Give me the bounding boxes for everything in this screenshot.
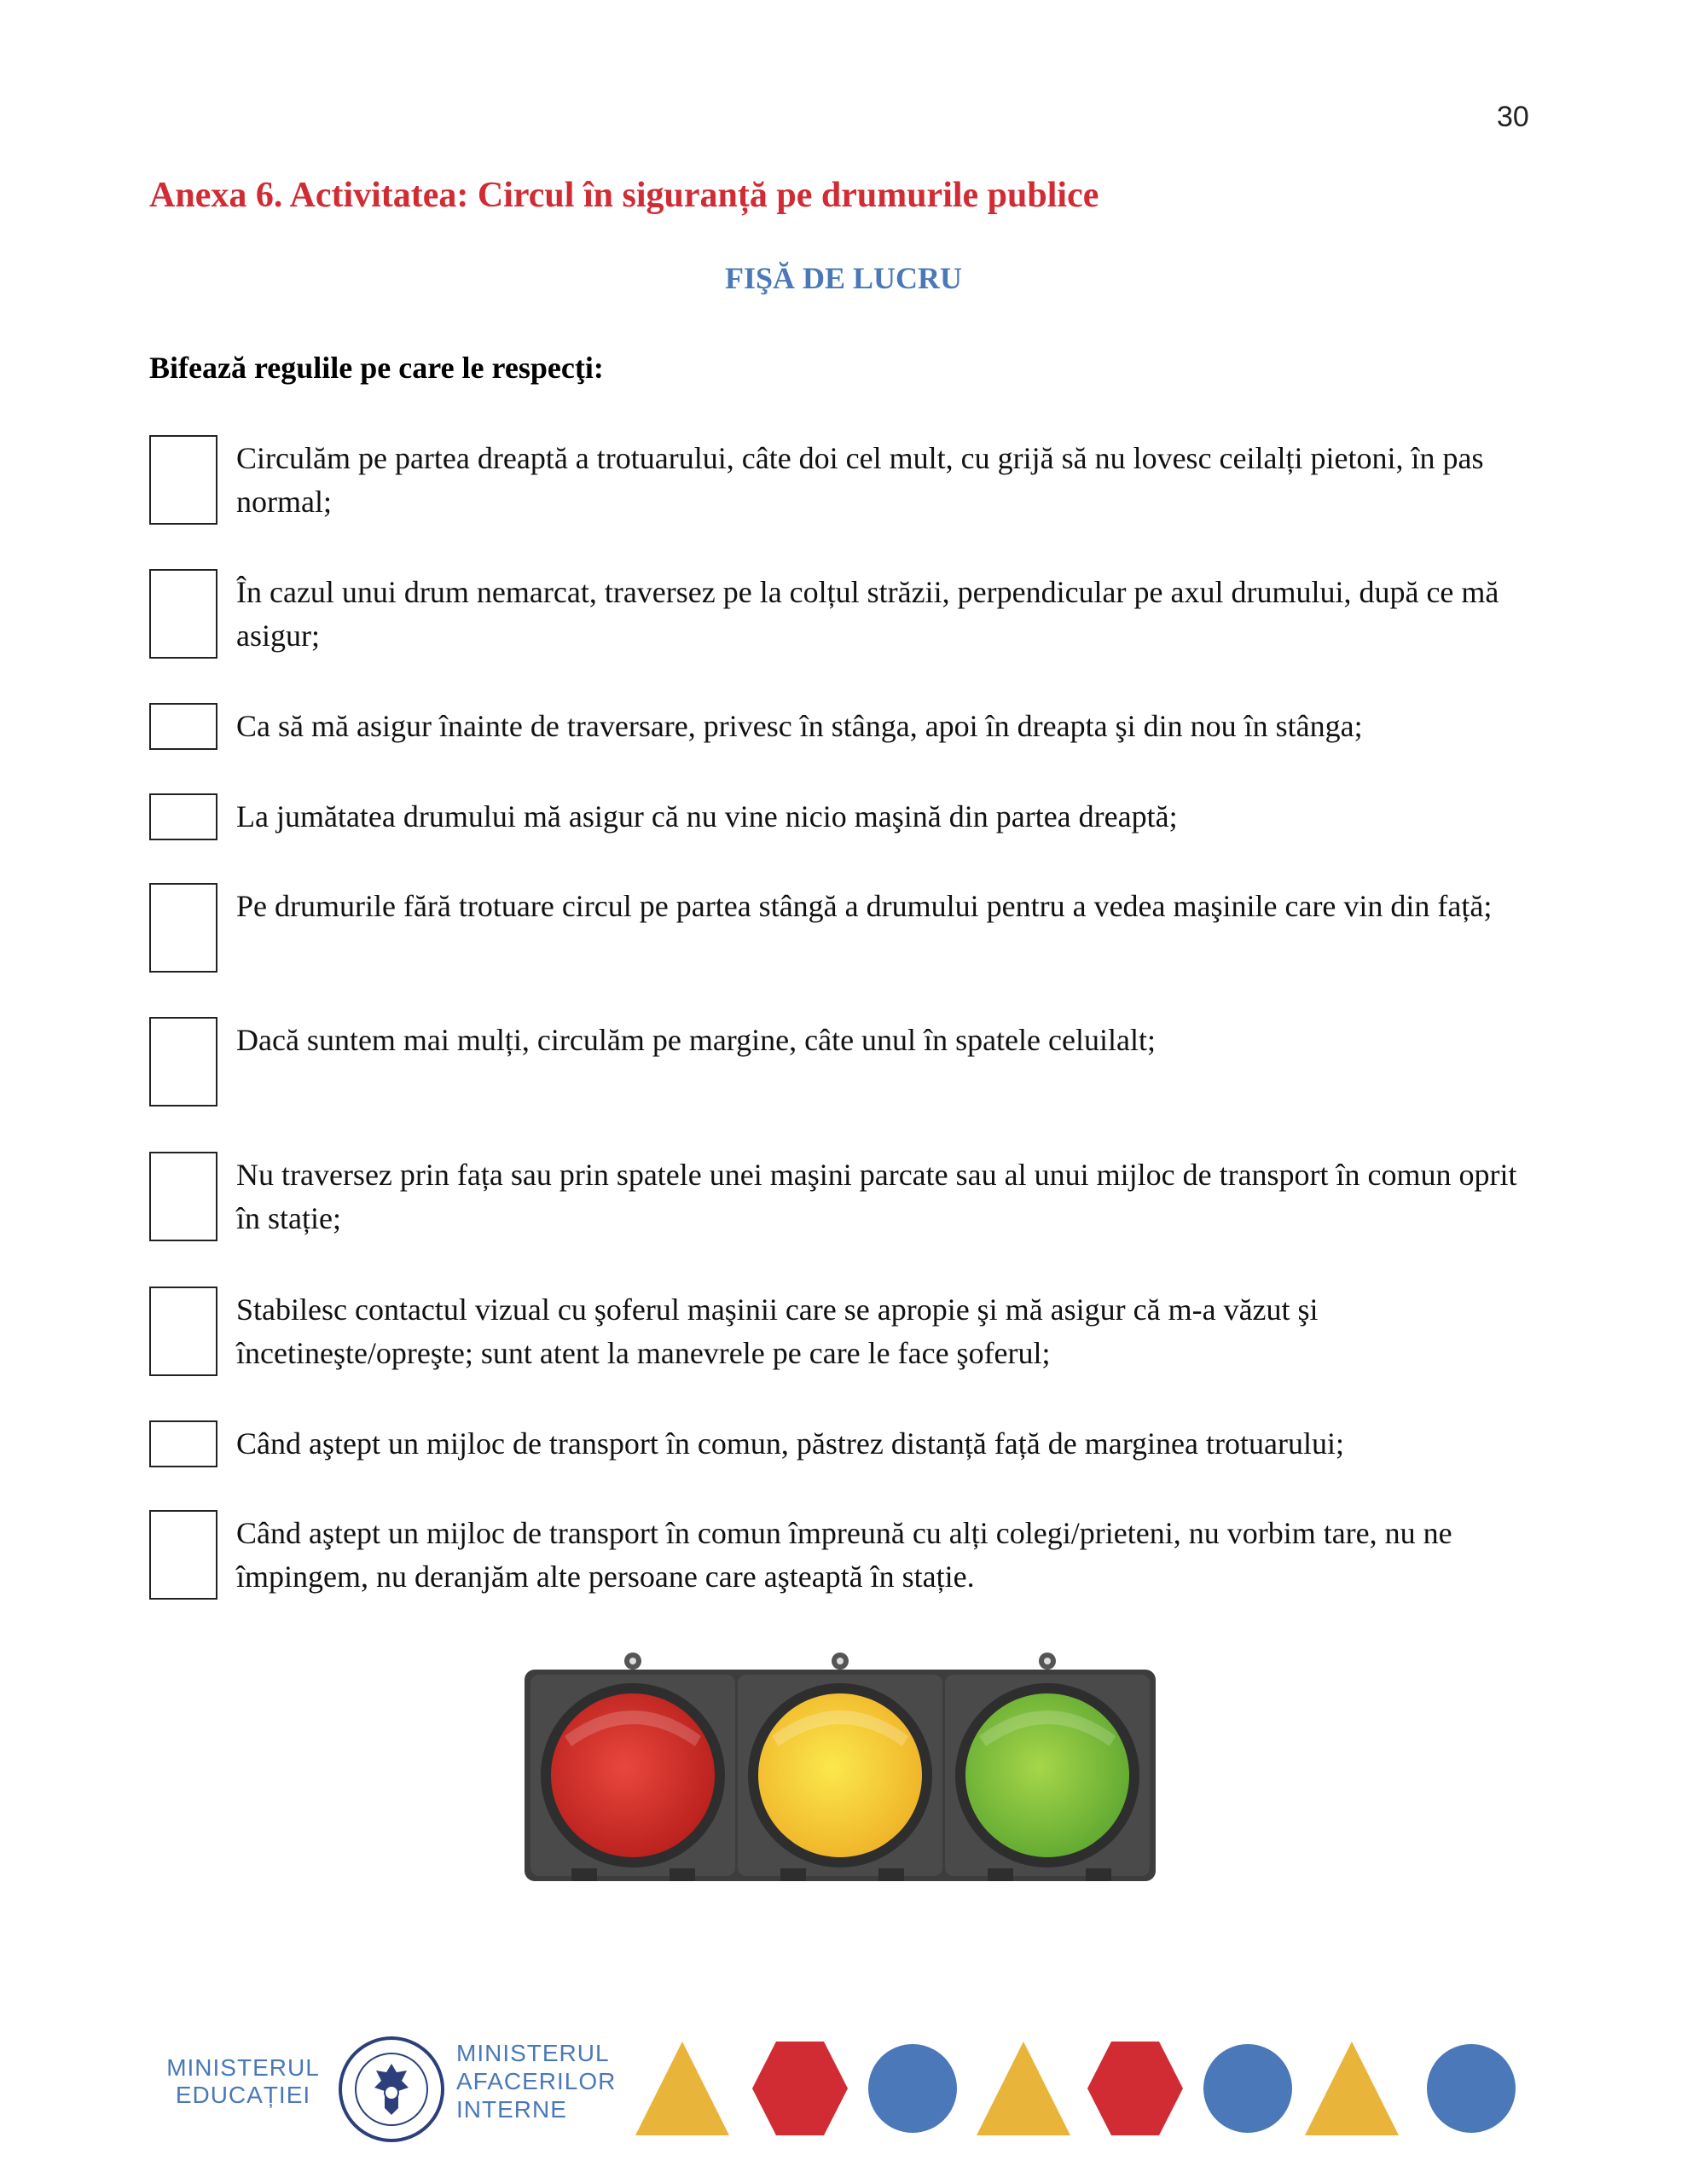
circle-icon xyxy=(1427,2044,1516,2133)
red-light xyxy=(541,1683,725,1867)
ministry-interior-line: INTERNE xyxy=(456,2096,567,2123)
rule-text: Nu traversez prin fața sau prin spatele unei maşini parcate sau al unui mijloc de transport în comun oprit în stație; xyxy=(236,1158,1517,1235)
ministry-education-logo: MINISTERUL EDUCAȚIEI xyxy=(166,2054,320,2108)
rule-text: Când aştept un mijloc de transport în comun împreună cu alți colegi/prieteni, nu vorbim tare, nu ne împingem, nu deranjăm alte persoane care aşteaptă în stație. xyxy=(236,1516,1452,1594)
rule-checkbox[interactable] xyxy=(149,883,217,973)
rule-text: La jumătatea drumului mă asigur că nu vine nicio maşină din partea dreaptă; xyxy=(236,799,1178,834)
rule-text: În cazul unui drum nemarcat, traversez pe la colțul străzii, perpendicular pe axul drumului, după ce mă asigur; xyxy=(236,575,1499,653)
hexagon-icon xyxy=(752,2042,848,2135)
triangle-icon xyxy=(977,2042,1070,2135)
traffic-light-illustration xyxy=(520,1651,1160,1881)
rule-text: Pe drumurile fără trotuare circul pe partea stângă a drumului pentru a vedea maşinile care vin din față; xyxy=(236,889,1493,923)
footer xyxy=(0,2005,1687,2141)
hexagon-icon xyxy=(1087,2042,1183,2135)
rule-text: Dacă suntem mai mulți, circulăm pe margine, câte unul în spatele celuilalt; xyxy=(236,1023,1156,1057)
rule-checkbox[interactable] xyxy=(149,793,217,840)
rule-text: Ca să mă asigur înainte de traversare, privesc în stânga, apoi în dreapta şi din nou în stânga; xyxy=(236,709,1363,743)
annex-title: Anexa 6. Activitatea: Circul în siguranță pe drumurile publice xyxy=(149,176,1099,215)
rule-checkbox[interactable] xyxy=(149,1510,217,1600)
green-light xyxy=(955,1683,1139,1867)
rule-checkbox[interactable] xyxy=(149,435,217,525)
triangle-icon xyxy=(635,2042,729,2135)
rule-checkbox[interactable] xyxy=(149,1017,217,1107)
instruction: Bifează regulile pe care le respecţi: xyxy=(149,351,604,385)
rule-text: Stabilesc contactul vizual cu şoferul maşinii care se apropie şi mă asigur că m-a văzut şi încetineşte/opreşte; sunt atent la manevrele pe care le face şoferul; xyxy=(236,1292,1319,1370)
rule-checkbox[interactable] xyxy=(149,703,217,750)
ministry-interior-line: AFACERILOR xyxy=(456,2068,617,2094)
rule-text: Circulăm pe partea dreaptă a trotuarului, câte doi cel mult, cu grijă să nu lovesc ceilalți pietoni, în pas normal; xyxy=(236,441,1484,519)
decorative-shapes xyxy=(631,2037,1527,2140)
yellow-light xyxy=(748,1683,932,1867)
triangle-icon xyxy=(1305,2042,1399,2135)
circle-icon xyxy=(1203,2044,1292,2133)
worksheet-title: FIŞĂ DE LUCRU xyxy=(724,261,963,295)
rule-checkbox[interactable] xyxy=(149,569,217,659)
ministry-interior-line: MINISTERUL xyxy=(456,2040,610,2066)
circle-icon xyxy=(868,2044,957,2133)
page-number: 30 xyxy=(1497,101,1529,133)
rule-checkbox[interactable] xyxy=(149,1420,217,1467)
rule-checkbox[interactable] xyxy=(149,1287,217,1376)
rule-text: Când aştept un mijloc de transport în comun, păstrez distanță față de marginea trotuarului; xyxy=(236,1426,1344,1461)
government-emblem-icon xyxy=(337,2035,446,2144)
ministry-interior-logo xyxy=(456,2039,618,2123)
rule-checkbox[interactable] xyxy=(149,1152,217,1241)
